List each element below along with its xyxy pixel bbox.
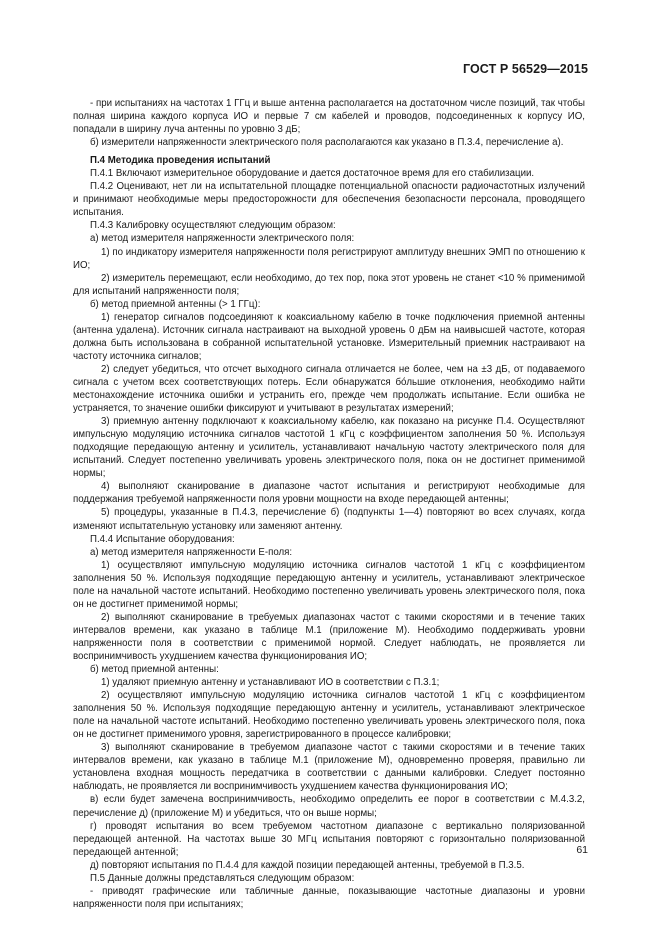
- paragraph: б) метод приемной антенны:: [90, 664, 219, 676]
- paragraph: 2) осуществляют импульсную модуляцию источника сигналов частотой 1 кГц с коэффициентом заполнения 50 %. Используя подходящие передающую антенну и усилитель, устанавливают электрическое поле на начальной частоте испытаний. Необходимо постепенно увеличивать уровень электрического поля, пока он не достигнет применимого уровня, зарегистрированного в процессе калибровки;: [73, 690, 585, 741]
- document-number: ГОСТ Р 56529—2015: [462, 62, 588, 76]
- paragraph: в) если будет замечена воспринимчивость, необходимо определить ее порог в соответствии с М.4.3.2, перечисление д) (приложение М) и убедиться, что он выше нормы;: [73, 794, 585, 819]
- paragraph: 2) следует убедиться, что отсчет выходного сигнала отличается не более, чем на ±3 дБ, от подаваемого сигнала с учетом всех соответствующих потерь. Если обнаружатся бо́льшие отклонения, необходимо найти местонахождение источника ошибки и устранить его, прежде чем продолжать испытание. Если ошибка не устраняется, то значение ошибки фиксируют и учитывают в результатах измерений;: [73, 363, 585, 415]
- paragraph: - при испытаниях на частотах 1 ГГц и выше антенна располагается на достаточном числе позиций, так чтобы полная ширина каждого корпуса ИО и первые 7 см кабелей и проводов, подсоединенных к корпусу ИО, попадали в ширину луча антенны по уровню 3 дБ;: [73, 98, 585, 136]
- paragraph: П.4.1 Включают измерительное оборудование и дается достаточное время для его стабилизации.: [90, 168, 535, 180]
- document-body: [73, 97, 585, 911]
- paragraph: П.4.2 Оценивают, нет ли на испытательной площадке потенциальной опасности радиочастотных излучений и принимают необходимые меры предосторожности для обеспечения безопасности персонала, проводящего испытания.: [73, 181, 585, 219]
- paragraph: - приводят графические или табличные данные, показывающие частотные диапазоны и уровни напряженности поля при испытаниях;: [73, 885, 585, 910]
- page-number: 61: [576, 844, 588, 856]
- paragraph: 3) выполняют сканирование в требуемом диапазоне частот с такими скоростями и в течение таких интервалов времени, как указано в таблице М.1 (приложение М), одновременно проверяя, правильно ли установлена входная мощность передатчика в соответствии с данными калибровки. Следует постоянно наблюдать, не проявляется ли воспринимчивость ухудшением качества функционирования ИО;: [73, 742, 585, 793]
- paragraph: П.4.4 Испытание оборудования:: [90, 533, 235, 545]
- paragraph: г) проводят испытания во всем требуемом частотном диапазоне с вертикально поляризованной передающей антенной. На частотах выше 30 МГц испытания повторяют с горизонтально поляризованной передающей антенной;: [73, 820, 585, 858]
- paragraph: 2) выполняют сканирование в требуемых диапазонах частот с такими скоростями и в течение таких интервалов времени, как указано в таблице М.1 (приложение М). Необходимо поддерживать уровни напряженности поля в соответствии с применимой нормой. Следует наблюдать, не проявляется ли воспринимчивость ухудшением качества функционирования ИО;: [73, 611, 585, 662]
- paragraph: 5) процедуры, указанные в П.4.3, перечисление б) (подпункты 1—4) повторяют во всех случаях, когда изменяют испытательную установку или заменяют антенну.: [73, 507, 585, 532]
- paragraph: 1) осуществляют импульсную модуляцию источника сигналов частотой 1 кГц с коэффициентом заполнения 50 %. Используя подходящие передающую антенну и усилитель, устанавливают электрическое поле на начальной частоте испытаний. Необходимо постепенно увеличивать уровень электрического поля, пока он не достигнет применимой нормы;: [73, 559, 585, 610]
- paragraph: а) метод измерителя напряженности E-поля:: [90, 546, 293, 558]
- paragraph: 2) измеритель перемещают, если необходимо, до тех пор, пока этот уровень не станет <10 % применимой для испытаний напряженности поля;: [73, 272, 585, 297]
- paragraph: б) измерители напряженности электрического поля располагаются как указано в П.3.4, перечисление а).: [90, 137, 564, 149]
- section-heading: П.4 Методика проведения испытаний: [90, 155, 271, 167]
- paragraph: 1) по индикатору измерителя напряженности поля регистрируют амплитуду внешних ЭМП по отношению к ИО;: [73, 246, 585, 271]
- paragraph: 1) удаляют приемную антенну и устанавливают ИО в соответствии с П.3.1;: [101, 677, 440, 689]
- paragraph: а) метод измерителя напряженности электрического поля:: [90, 233, 355, 245]
- paragraph: б) метод приемной антенны (> 1 ГГц):: [90, 298, 261, 310]
- paragraph: 1) генератор сигналов подсоединяют к коаксиальному кабелю в точке подключения приемной антенны (антенна удалена). Источник сигнала настраивают на выходной уровень 0 дБм на наивысшей частоте, которая должна быть использована в собранной испытательной установке. Измерительный приемник настраивают на частоту источника сигналов;: [73, 311, 585, 362]
- paragraph: д) повторяют испытания по П.4.4 для каждой позиции передающей антенны, требуемой в П.3.5.: [90, 859, 525, 871]
- paragraph: 4) выполняют сканирование в диапазоне частот испытания и регистрируют необходимые для поддержания требуемой напряженности поля уровни мощности на входе передающей антенны;: [73, 481, 585, 506]
- paragraph: 3) приемную антенну подключают к коаксиальному кабелю, как показано на рисунке П.4. Осуществляют импульсную модуляцию источника сигналов частотой 1 кГц с коэффициентом заполнения 50 %. Используя подходящие передающую антенну и усилитель, устанавливают начальную частоту электрического поля для испытаний. Следует постепенно увеличивать уровень электрического поля, пока он не достигнет применимой нормы;: [73, 416, 585, 480]
- paragraph: П.5 Данные должны представляться следующим образом:: [90, 872, 355, 884]
- paragraph: П.4.3 Калибровку осуществляют следующим образом:: [90, 220, 336, 232]
